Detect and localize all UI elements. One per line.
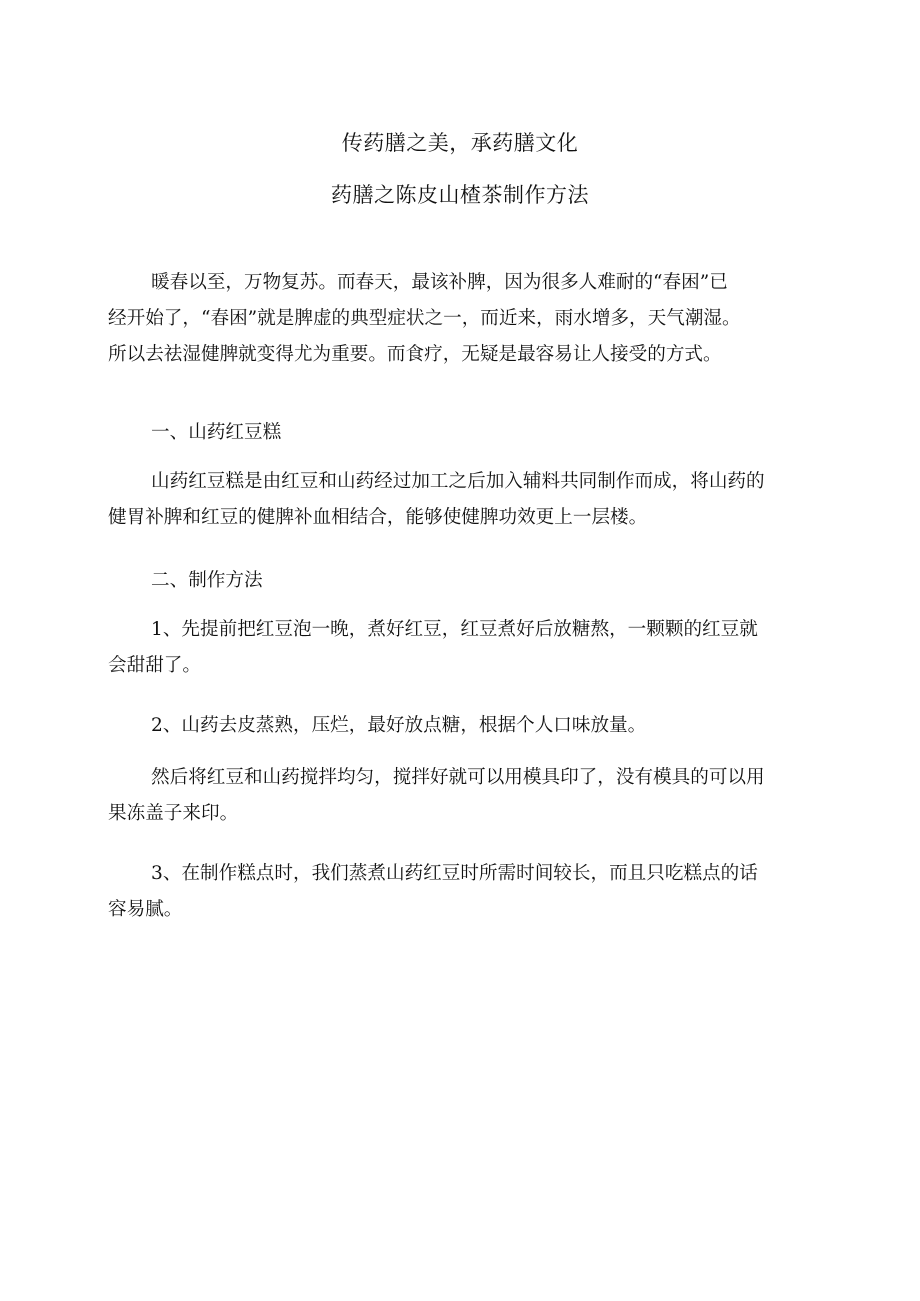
paragraph-line: 然后将红豆和山药搅拌均匀，搅拌好就可以用模具印了，没有模具的可以用: [151, 767, 765, 788]
step-1-paragraph: [108, 612, 814, 684]
paragraph-line: 健胃补脾和红豆的健脾补血相结合，能够使健脾功效更上一层楼。: [108, 507, 648, 528]
paragraph-line: 经开始了，“春困”就是脾虚的典型症状之一，而近来，雨水增多，天气潮湿。: [108, 308, 741, 329]
paragraph-line: 3、在制作糕点时，我们蒸煮山药红豆时所需时间较长，而且只吃糕点的话: [151, 863, 758, 884]
heading-text: 二、制作方法: [151, 570, 263, 591]
paragraph-line: 山药红豆糕是由红豆和山药经过加工之后加入辅料共同制作而成，将山药的: [151, 471, 765, 492]
intro-paragraph: [108, 265, 814, 373]
step-2-paragraph: [108, 708, 814, 744]
section-1-heading: [108, 415, 814, 451]
paragraph-line: 所以去祛湿健脾就变得尤为重要。而食疗，无疑是最容易让人接受的方式。: [108, 344, 722, 365]
paragraph-line: 容易腻。: [108, 899, 183, 920]
step-2-note-paragraph: [108, 760, 814, 832]
document-title-line-2: 药膳之陈皮山楂茶制作方法: [331, 183, 589, 207]
paragraph-line: 暖春以至，万物复苏。而春天，最该补脾，因为很多人难耐的“春困”已: [151, 272, 728, 293]
step-3-paragraph: [108, 856, 814, 928]
paragraph-line: 2、山药去皮蒸熟，压烂，最好放点糖，根据个人口味放量。: [151, 715, 647, 736]
paragraph-line: 会甜甜了。: [108, 655, 201, 676]
section-1-paragraph: [108, 464, 814, 536]
section-2-heading: [108, 563, 814, 599]
paragraph-line: 果冻盖子来印。: [108, 803, 239, 824]
document-title-line-1: 传药膳之美，承药膳文化: [341, 131, 579, 155]
heading-text: 一、山药红豆糕: [151, 422, 282, 443]
paragraph-line: 1、先提前把红豆泡一晚，煮好红豆，红豆煮好后放糖熬，一颗颗的红豆就: [151, 619, 758, 640]
